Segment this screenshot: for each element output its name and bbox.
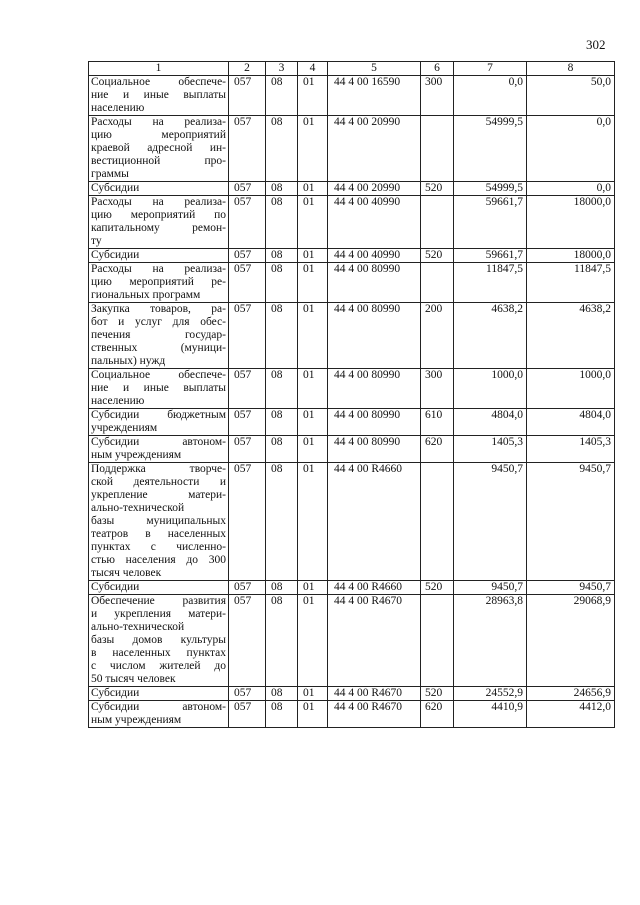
- section-cell: 08: [266, 595, 298, 687]
- description-line: тысяч человек: [91, 567, 162, 579]
- expense-type-cell: 300: [421, 369, 454, 409]
- section-cell: 08: [266, 196, 298, 249]
- column-header: 8: [527, 62, 615, 76]
- column-header: 1: [89, 62, 229, 76]
- target-article-cell: 44 4 00 R4670: [328, 595, 421, 687]
- table-row: [89, 595, 615, 687]
- description-cell: [89, 687, 229, 701]
- description-line: Расходы на реализа-: [91, 263, 226, 275]
- subsection-cell: 01: [298, 581, 328, 595]
- section-cell: 08: [266, 463, 298, 581]
- section-cell: 08: [266, 182, 298, 196]
- subsection-cell: 01: [298, 463, 328, 581]
- amount-year2-cell: 11847,5: [527, 263, 615, 303]
- description-line: Расходы на реализа-: [91, 196, 226, 208]
- subsection-cell: 01: [298, 249, 328, 263]
- target-article-cell: 44 4 00 40990: [328, 249, 421, 263]
- description-line: и укрепления матери-: [91, 608, 226, 620]
- table-row: [89, 76, 615, 116]
- table-row: [89, 116, 615, 182]
- amount-year1-cell: 4804,0: [454, 409, 527, 436]
- description-line: театров в населенных: [91, 528, 226, 540]
- column-header: 6: [421, 62, 454, 76]
- description-line: Субсидии бюджетным: [91, 409, 226, 421]
- amount-year2-cell: 24656,9: [527, 687, 615, 701]
- ministry-code-cell: 057: [229, 369, 266, 409]
- subsection-cell: 01: [298, 436, 328, 463]
- description-cell: [89, 463, 229, 581]
- description-cell: [89, 369, 229, 409]
- description-line: Субсидии автоном-: [91, 701, 226, 713]
- description-cell: [89, 263, 229, 303]
- ministry-code-cell: 057: [229, 409, 266, 436]
- description-line: 50 тысяч человек: [91, 673, 176, 685]
- description-line: ние и иные выплаты: [91, 382, 226, 394]
- subsection-cell: 01: [298, 303, 328, 369]
- description-line: населению: [91, 102, 145, 114]
- target-article-cell: 44 4 00 16590: [328, 76, 421, 116]
- ministry-code-cell: 057: [229, 182, 266, 196]
- amount-year2-cell: 50,0: [527, 76, 615, 116]
- description-line: Субсидии: [91, 687, 140, 699]
- subsection-cell: 01: [298, 701, 328, 728]
- section-cell: 08: [266, 369, 298, 409]
- section-cell: 08: [266, 249, 298, 263]
- amount-year1-cell: 59661,7: [454, 196, 527, 249]
- expense-type-cell: [421, 595, 454, 687]
- ministry-code-cell: 057: [229, 687, 266, 701]
- amount-year1-cell: 11847,5: [454, 263, 527, 303]
- subsection-cell: 01: [298, 369, 328, 409]
- target-article-cell: 44 4 00 R4670: [328, 687, 421, 701]
- section-cell: 08: [266, 436, 298, 463]
- target-article-cell: 44 4 00 R4660: [328, 463, 421, 581]
- subsection-cell: 01: [298, 76, 328, 116]
- description-line: Расходы на реализа-: [91, 116, 226, 128]
- description-cell: [89, 76, 229, 116]
- target-article-cell: 44 4 00 80990: [328, 409, 421, 436]
- description-line: граммы: [91, 168, 129, 180]
- description-cell: [89, 701, 229, 728]
- expense-type-cell: 610: [421, 409, 454, 436]
- amount-year1-cell: 4638,2: [454, 303, 527, 369]
- target-article-cell: 44 4 00 R4660: [328, 581, 421, 595]
- description-line: ние и иные выплаты: [91, 89, 226, 101]
- amount-year2-cell: 18000,0: [527, 249, 615, 263]
- description-line: Субсидии: [91, 581, 140, 593]
- amount-year1-cell: 54999,5: [454, 116, 527, 182]
- amount-year1-cell: 9450,7: [454, 463, 527, 581]
- ministry-code-cell: 057: [229, 701, 266, 728]
- ministry-code-cell: 057: [229, 196, 266, 249]
- description-line: укрепление матери-: [91, 489, 226, 501]
- target-article-cell: 44 4 00 80990: [328, 436, 421, 463]
- column-header: 5: [328, 62, 421, 76]
- expense-type-cell: 200: [421, 303, 454, 369]
- table-row: [89, 196, 615, 249]
- table-row: [89, 581, 615, 595]
- column-header: 2: [229, 62, 266, 76]
- description-cell: [89, 196, 229, 249]
- description-line: в населенных пунктах: [91, 647, 226, 659]
- description-line: краевой адресной ин-: [91, 142, 226, 154]
- section-cell: 08: [266, 263, 298, 303]
- section-cell: 08: [266, 701, 298, 728]
- ministry-code-cell: 057: [229, 249, 266, 263]
- table-row: [89, 687, 615, 701]
- amount-year2-cell: 1000,0: [527, 369, 615, 409]
- table-row: [89, 463, 615, 581]
- description-cell: [89, 182, 229, 196]
- description-line: ным учреждениям: [91, 449, 182, 461]
- description-line: базы домов культуры: [91, 634, 226, 646]
- ministry-code-cell: 057: [229, 76, 266, 116]
- description-line: Социальное обеспече-: [91, 369, 226, 381]
- description-line: Закупка товаров, ра-: [91, 303, 226, 315]
- description-line: стью населения до 300: [91, 554, 226, 566]
- ministry-code-cell: 057: [229, 581, 266, 595]
- subsection-cell: 01: [298, 687, 328, 701]
- description-line: цию мероприятий: [91, 129, 226, 141]
- description-line: пальных) нужд: [91, 355, 166, 367]
- column-header: 4: [298, 62, 328, 76]
- target-article-cell: 44 4 00 20990: [328, 116, 421, 182]
- description-line: Субсидии: [91, 182, 140, 194]
- expense-type-cell: [421, 263, 454, 303]
- target-article-cell: 44 4 00 R4670: [328, 701, 421, 728]
- expense-type-cell: [421, 196, 454, 249]
- table-row: [89, 369, 615, 409]
- description-line: ально-технической: [91, 621, 185, 633]
- description-line: цию мероприятий ре-: [91, 276, 226, 288]
- expense-type-cell: [421, 463, 454, 581]
- subsection-cell: 01: [298, 116, 328, 182]
- amount-year1-cell: 1000,0: [454, 369, 527, 409]
- description-line: цию мероприятий по: [91, 209, 226, 221]
- description-line: Субсидии: [91, 249, 140, 261]
- amount-year2-cell: 29068,9: [527, 595, 615, 687]
- table-row: [89, 303, 615, 369]
- table-row: [89, 409, 615, 436]
- amount-year1-cell: 0,0: [454, 76, 527, 116]
- amount-year1-cell: 54999,5: [454, 182, 527, 196]
- table-row: [89, 182, 615, 196]
- expense-type-cell: 620: [421, 701, 454, 728]
- column-header: 7: [454, 62, 527, 76]
- description-cell: [89, 436, 229, 463]
- description-cell: [89, 595, 229, 687]
- budget-table: [88, 61, 615, 728]
- amount-year1-cell: 24552,9: [454, 687, 527, 701]
- description-cell: [89, 249, 229, 263]
- description-line: ным учреждениям: [91, 714, 182, 726]
- description-line: ской деятельности и: [91, 476, 226, 488]
- table-body: [89, 62, 615, 728]
- ministry-code-cell: 057: [229, 463, 266, 581]
- section-cell: 08: [266, 687, 298, 701]
- expense-type-cell: 520: [421, 581, 454, 595]
- subsection-cell: 01: [298, 263, 328, 303]
- description-line: вестиционной про-: [91, 155, 226, 167]
- amount-year2-cell: 4804,0: [527, 409, 615, 436]
- amount-year1-cell: 9450,7: [454, 581, 527, 595]
- ministry-code-cell: 057: [229, 436, 266, 463]
- amount-year2-cell: 9450,7: [527, 463, 615, 581]
- amount-year2-cell: 4412,0: [527, 701, 615, 728]
- subsection-cell: 01: [298, 595, 328, 687]
- target-article-cell: 44 4 00 80990: [328, 369, 421, 409]
- page-number: 302: [586, 37, 606, 52]
- amount-year2-cell: 4638,2: [527, 303, 615, 369]
- description-cell: [89, 303, 229, 369]
- section-cell: 08: [266, 116, 298, 182]
- description-line: с числом жителей до: [91, 660, 226, 672]
- description-line: ально-технической: [91, 502, 185, 514]
- description-line: Обеспечение развития: [91, 595, 226, 607]
- ministry-code-cell: 057: [229, 303, 266, 369]
- description-cell: [89, 116, 229, 182]
- table-row: [89, 701, 615, 728]
- column-header: 3: [266, 62, 298, 76]
- table-row: [89, 249, 615, 263]
- amount-year1-cell: 28963,8: [454, 595, 527, 687]
- section-cell: 08: [266, 581, 298, 595]
- ministry-code-cell: 057: [229, 595, 266, 687]
- subsection-cell: 01: [298, 182, 328, 196]
- description-line: учреждениям: [91, 422, 158, 434]
- description-line: капитальному ремон-: [91, 222, 226, 234]
- description-cell: [89, 409, 229, 436]
- expense-type-cell: 520: [421, 249, 454, 263]
- target-article-cell: 44 4 00 20990: [328, 182, 421, 196]
- description-line: ственных (муници-: [91, 342, 226, 354]
- table-row: [89, 263, 615, 303]
- description-cell: [89, 581, 229, 595]
- target-article-cell: 44 4 00 40990: [328, 196, 421, 249]
- target-article-cell: 44 4 00 80990: [328, 263, 421, 303]
- section-cell: 08: [266, 76, 298, 116]
- subsection-cell: 01: [298, 409, 328, 436]
- expense-type-cell: 520: [421, 182, 454, 196]
- description-line: базы муниципальных: [91, 515, 226, 527]
- description-line: Поддержка творче-: [91, 463, 226, 475]
- expense-type-cell: 620: [421, 436, 454, 463]
- expense-type-cell: 300: [421, 76, 454, 116]
- section-cell: 08: [266, 409, 298, 436]
- description-line: Социальное обеспече-: [91, 76, 226, 88]
- description-line: Субсидии автоном-: [91, 436, 226, 448]
- ministry-code-cell: 057: [229, 116, 266, 182]
- amount-year2-cell: 0,0: [527, 182, 615, 196]
- description-line: гиональных программ: [91, 289, 201, 301]
- amount-year1-cell: 59661,7: [454, 249, 527, 263]
- amount-year1-cell: 4410,9: [454, 701, 527, 728]
- description-line: печения государ-: [91, 329, 226, 341]
- amount-year1-cell: 1405,3: [454, 436, 527, 463]
- target-article-cell: 44 4 00 80990: [328, 303, 421, 369]
- amount-year2-cell: 1405,3: [527, 436, 615, 463]
- table-row: [89, 436, 615, 463]
- description-line: пунктах с численно-: [91, 541, 226, 553]
- expense-type-cell: 520: [421, 687, 454, 701]
- expense-type-cell: [421, 116, 454, 182]
- amount-year2-cell: 0,0: [527, 116, 615, 182]
- description-line: бот и услуг для обес-: [91, 316, 226, 328]
- section-cell: 08: [266, 303, 298, 369]
- amount-year2-cell: 9450,7: [527, 581, 615, 595]
- description-line: ту: [91, 235, 102, 247]
- amount-year2-cell: 18000,0: [527, 196, 615, 249]
- table-header-row: [89, 62, 615, 76]
- ministry-code-cell: 057: [229, 263, 266, 303]
- description-line: населению: [91, 395, 145, 407]
- subsection-cell: 01: [298, 196, 328, 249]
